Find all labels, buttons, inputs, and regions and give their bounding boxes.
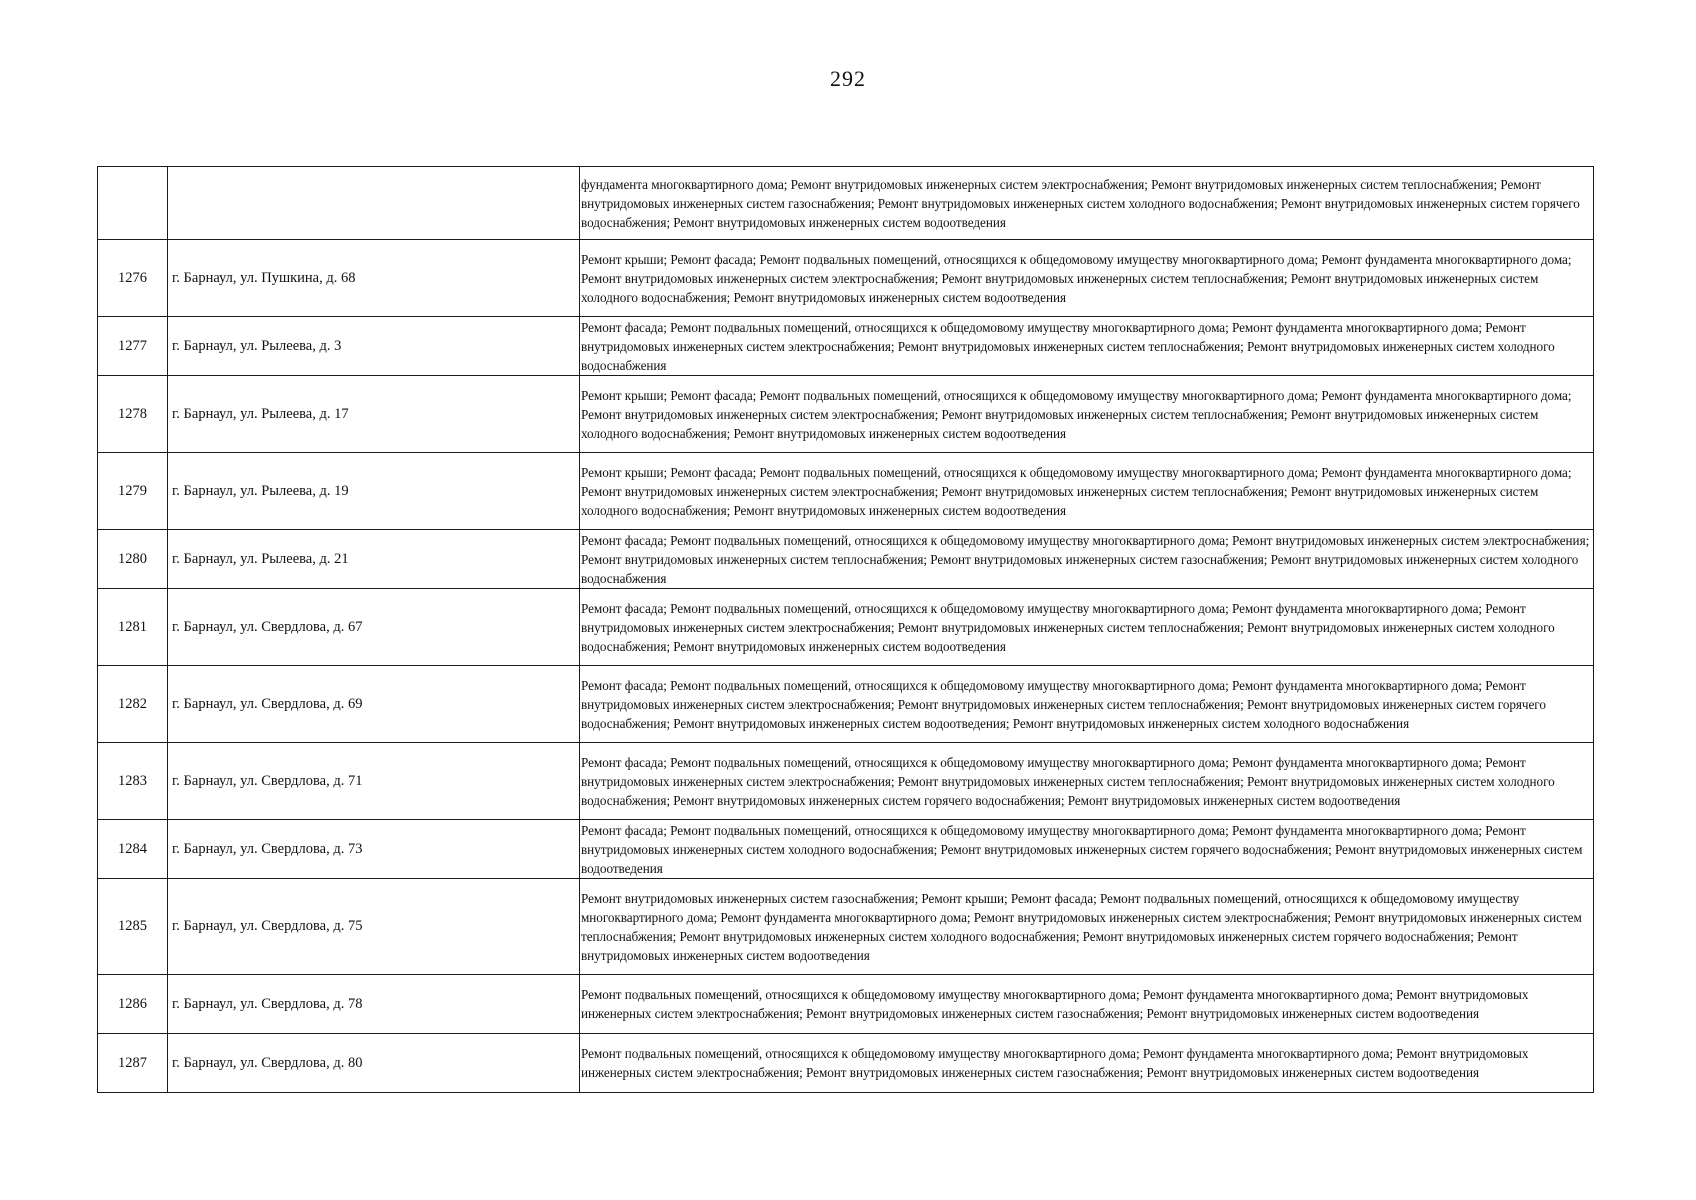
table-row bbox=[98, 453, 1594, 530]
page-number: 292 bbox=[830, 66, 866, 91]
row-number: 1287 bbox=[98, 1034, 168, 1093]
row-number: 1280 bbox=[98, 530, 168, 589]
row-address: г. Барнаул, ул. Свердлова, д. 80 bbox=[168, 1034, 580, 1093]
row-works: Ремонт крыши; Ремонт фасада; Ремонт подвальных помещений, относящихся к общедомовому имуществу многоквартирного дома; Ремонт фундамента многоквартирного дома; Ремонт внутридомовых инженерных систем электроснабжения; Ремонт внутридомовых инженерных систем теплоснабжения; Ремонт внутридомовых инженерных систем холодного водоснабжения; Ремонт внутридомовых инженерных систем водоотведения bbox=[580, 240, 1594, 317]
row-number bbox=[98, 167, 168, 240]
row-works: Ремонт фасада; Ремонт подвальных помещений, относящихся к общедомовому имуществу многоквартирного дома; Ремонт фундамента многоквартирного дома; Ремонт внутридомовых инженерных систем электроснабжения; Ремонт внутридомовых инженерных систем теплоснабжения; Ремонт внутридомовых инженерных систем холодного водоснабжения; Ремонт внутридомовых инженерных систем горячего водоснабжения; Ремонт внутридомовых инженерных систем водоотведения bbox=[580, 743, 1594, 820]
table-row bbox=[98, 975, 1594, 1034]
table-row bbox=[98, 530, 1594, 589]
row-works: Ремонт фасада; Ремонт подвальных помещений, относящихся к общедомовому имуществу многоквартирного дома; Ремонт фундамента многоквартирного дома; Ремонт внутридомовых инженерных систем электроснабжения; Ремонт внутридомовых инженерных систем теплоснабжения; Ремонт внутридомовых инженерных систем горячего водоснабжения; Ремонт внутридомовых инженерных систем водоотведения; Ремонт внутридомовых инженерных систем холодного водоснабжения bbox=[580, 666, 1594, 743]
row-number: 1282 bbox=[98, 666, 168, 743]
table-row bbox=[98, 240, 1594, 317]
row-address: г. Барнаул, ул. Свердлова, д. 71 bbox=[168, 743, 580, 820]
row-number: 1283 bbox=[98, 743, 168, 820]
row-number: 1278 bbox=[98, 376, 168, 453]
row-works: Ремонт фасада; Ремонт подвальных помещений, относящихся к общедомовому имуществу многоквартирного дома; Ремонт фундамента многоквартирного дома; Ремонт внутридомовых инженерных систем электроснабжения; Ремонт внутридомовых инженерных систем теплоснабжения; Ремонт внутридомовых инженерных систем холодного водоснабжения bbox=[580, 317, 1594, 376]
row-works: Ремонт фасада; Ремонт подвальных помещений, относящихся к общедомовому имуществу многоквартирного дома; Ремонт внутридомовых инженерных систем электроснабжения; Ремонт внутридомовых инженерных систем теплоснабжения; Ремонт внутридомовых инженерных систем газоснабжения; Ремонт внутридомовых инженерных систем холодного водоснабжения bbox=[580, 530, 1594, 589]
row-works: Ремонт фасада; Ремонт подвальных помещений, относящихся к общедомовому имуществу многоквартирного дома; Ремонт фундамента многоквартирного дома; Ремонт внутридомовых инженерных систем холодного водоснабжения; Ремонт внутридомовых инженерных систем горячего водоснабжения; Ремонт внутридомовых инженерных систем водоотведения bbox=[580, 820, 1594, 879]
row-number: 1279 bbox=[98, 453, 168, 530]
row-address: г. Барнаул, ул. Свердлова, д. 78 bbox=[168, 975, 580, 1034]
row-works: Ремонт подвальных помещений, относящихся к общедомовому имуществу многоквартирного дома; Ремонт фундамента многоквартирного дома; Ремонт внутридомовых инженерных систем электроснабжения; Ремонт внутридомовых инженерных систем газоснабжения; Ремонт внутридомовых инженерных систем водоотведения bbox=[580, 1034, 1594, 1093]
table-row bbox=[98, 666, 1594, 743]
row-address: г. Барнаул, ул. Свердлова, д. 69 bbox=[168, 666, 580, 743]
row-works: Ремонт фасада; Ремонт подвальных помещений, относящихся к общедомовому имуществу многоквартирного дома; Ремонт фундамента многоквартирного дома; Ремонт внутридомовых инженерных систем электроснабжения; Ремонт внутридомовых инженерных систем теплоснабжения; Ремонт внутридомовых инженерных систем холодного водоснабжения; Ремонт внутридомовых инженерных систем водоотведения bbox=[580, 589, 1594, 666]
table-row bbox=[98, 317, 1594, 376]
table-row bbox=[98, 167, 1594, 240]
row-address: г. Барнаул, ул. Пушкина, д. 68 bbox=[168, 240, 580, 317]
row-address: г. Барнаул, ул. Рылеева, д. 17 bbox=[168, 376, 580, 453]
row-address: г. Барнаул, ул. Свердлова, д. 73 bbox=[168, 820, 580, 879]
table-row bbox=[98, 879, 1594, 975]
row-number: 1285 bbox=[98, 879, 168, 975]
table-row bbox=[98, 376, 1594, 453]
row-works: Ремонт крыши; Ремонт фасада; Ремонт подвальных помещений, относящихся к общедомовому имуществу многоквартирного дома; Ремонт фундамента многоквартирного дома; Ремонт внутридомовых инженерных систем электроснабжения; Ремонт внутридомовых инженерных систем теплоснабжения; Ремонт внутридомовых инженерных систем холодного водоснабжения; Ремонт внутридомовых инженерных систем водоотведения bbox=[580, 376, 1594, 453]
table-row bbox=[98, 589, 1594, 666]
row-works: Ремонт крыши; Ремонт фасада; Ремонт подвальных помещений, относящихся к общедомовому имуществу многоквартирного дома; Ремонт фундамента многоквартирного дома; Ремонт внутридомовых инженерных систем электроснабжения; Ремонт внутридомовых инженерных систем теплоснабжения; Ремонт внутридомовых инженерных систем холодного водоснабжения; Ремонт внутридомовых инженерных систем водоотведения bbox=[580, 453, 1594, 530]
row-number: 1277 bbox=[98, 317, 168, 376]
table-row bbox=[98, 820, 1594, 879]
row-works: Ремонт внутридомовых инженерных систем газоснабжения; Ремонт крыши; Ремонт фасада; Ремонт подвальных помещений, относящихся к общедомовому имуществу многоквартирного дома; Ремонт фундамента многоквартирного дома; Ремонт внутридомовых инженерных систем электроснабжения; Ремонт внутридомовых инженерных систем теплоснабжения; Ремонт внутридомовых инженерных систем холодного водоснабжения; Ремонт внутридомовых инженерных систем горячего водоснабжения; Ремонт внутридомовых инженерных систем водоотведения bbox=[580, 879, 1594, 975]
row-number: 1276 bbox=[98, 240, 168, 317]
table-row bbox=[98, 1034, 1594, 1093]
row-address bbox=[168, 167, 580, 240]
table-row bbox=[98, 743, 1594, 820]
row-works: Ремонт подвальных помещений, относящихся к общедомовому имуществу многоквартирного дома; Ремонт фундамента многоквартирного дома; Ремонт внутридомовых инженерных систем электроснабжения; Ремонт внутридомовых инженерных систем газоснабжения; Ремонт внутридомовых инженерных систем водоотведения bbox=[580, 975, 1594, 1034]
repair-works-table bbox=[97, 166, 1594, 1093]
row-address: г. Барнаул, ул. Свердлова, д. 67 bbox=[168, 589, 580, 666]
row-number: 1286 bbox=[98, 975, 168, 1034]
row-works: фундамента многоквартирного дома; Ремонт внутридомовых инженерных систем электроснабжения; Ремонт внутридомовых инженерных систем теплоснабжения; Ремонт внутридомовых инженерных систем газоснабжения; Ремонт внутридомовых инженерных систем холодного водоснабжения; Ремонт внутридомовых инженерных систем горячего водоснабжения; Ремонт внутридомовых инженерных систем водоотведения bbox=[580, 167, 1594, 240]
row-address: г. Барнаул, ул. Рылеева, д. 19 bbox=[168, 453, 580, 530]
row-address: г. Барнаул, ул. Свердлова, д. 75 bbox=[168, 879, 580, 975]
row-number: 1281 bbox=[98, 589, 168, 666]
row-address: г. Барнаул, ул. Рылеева, д. 21 bbox=[168, 530, 580, 589]
row-address: г. Барнаул, ул. Рылеева, д. 3 bbox=[168, 317, 580, 376]
row-number: 1284 bbox=[98, 820, 168, 879]
